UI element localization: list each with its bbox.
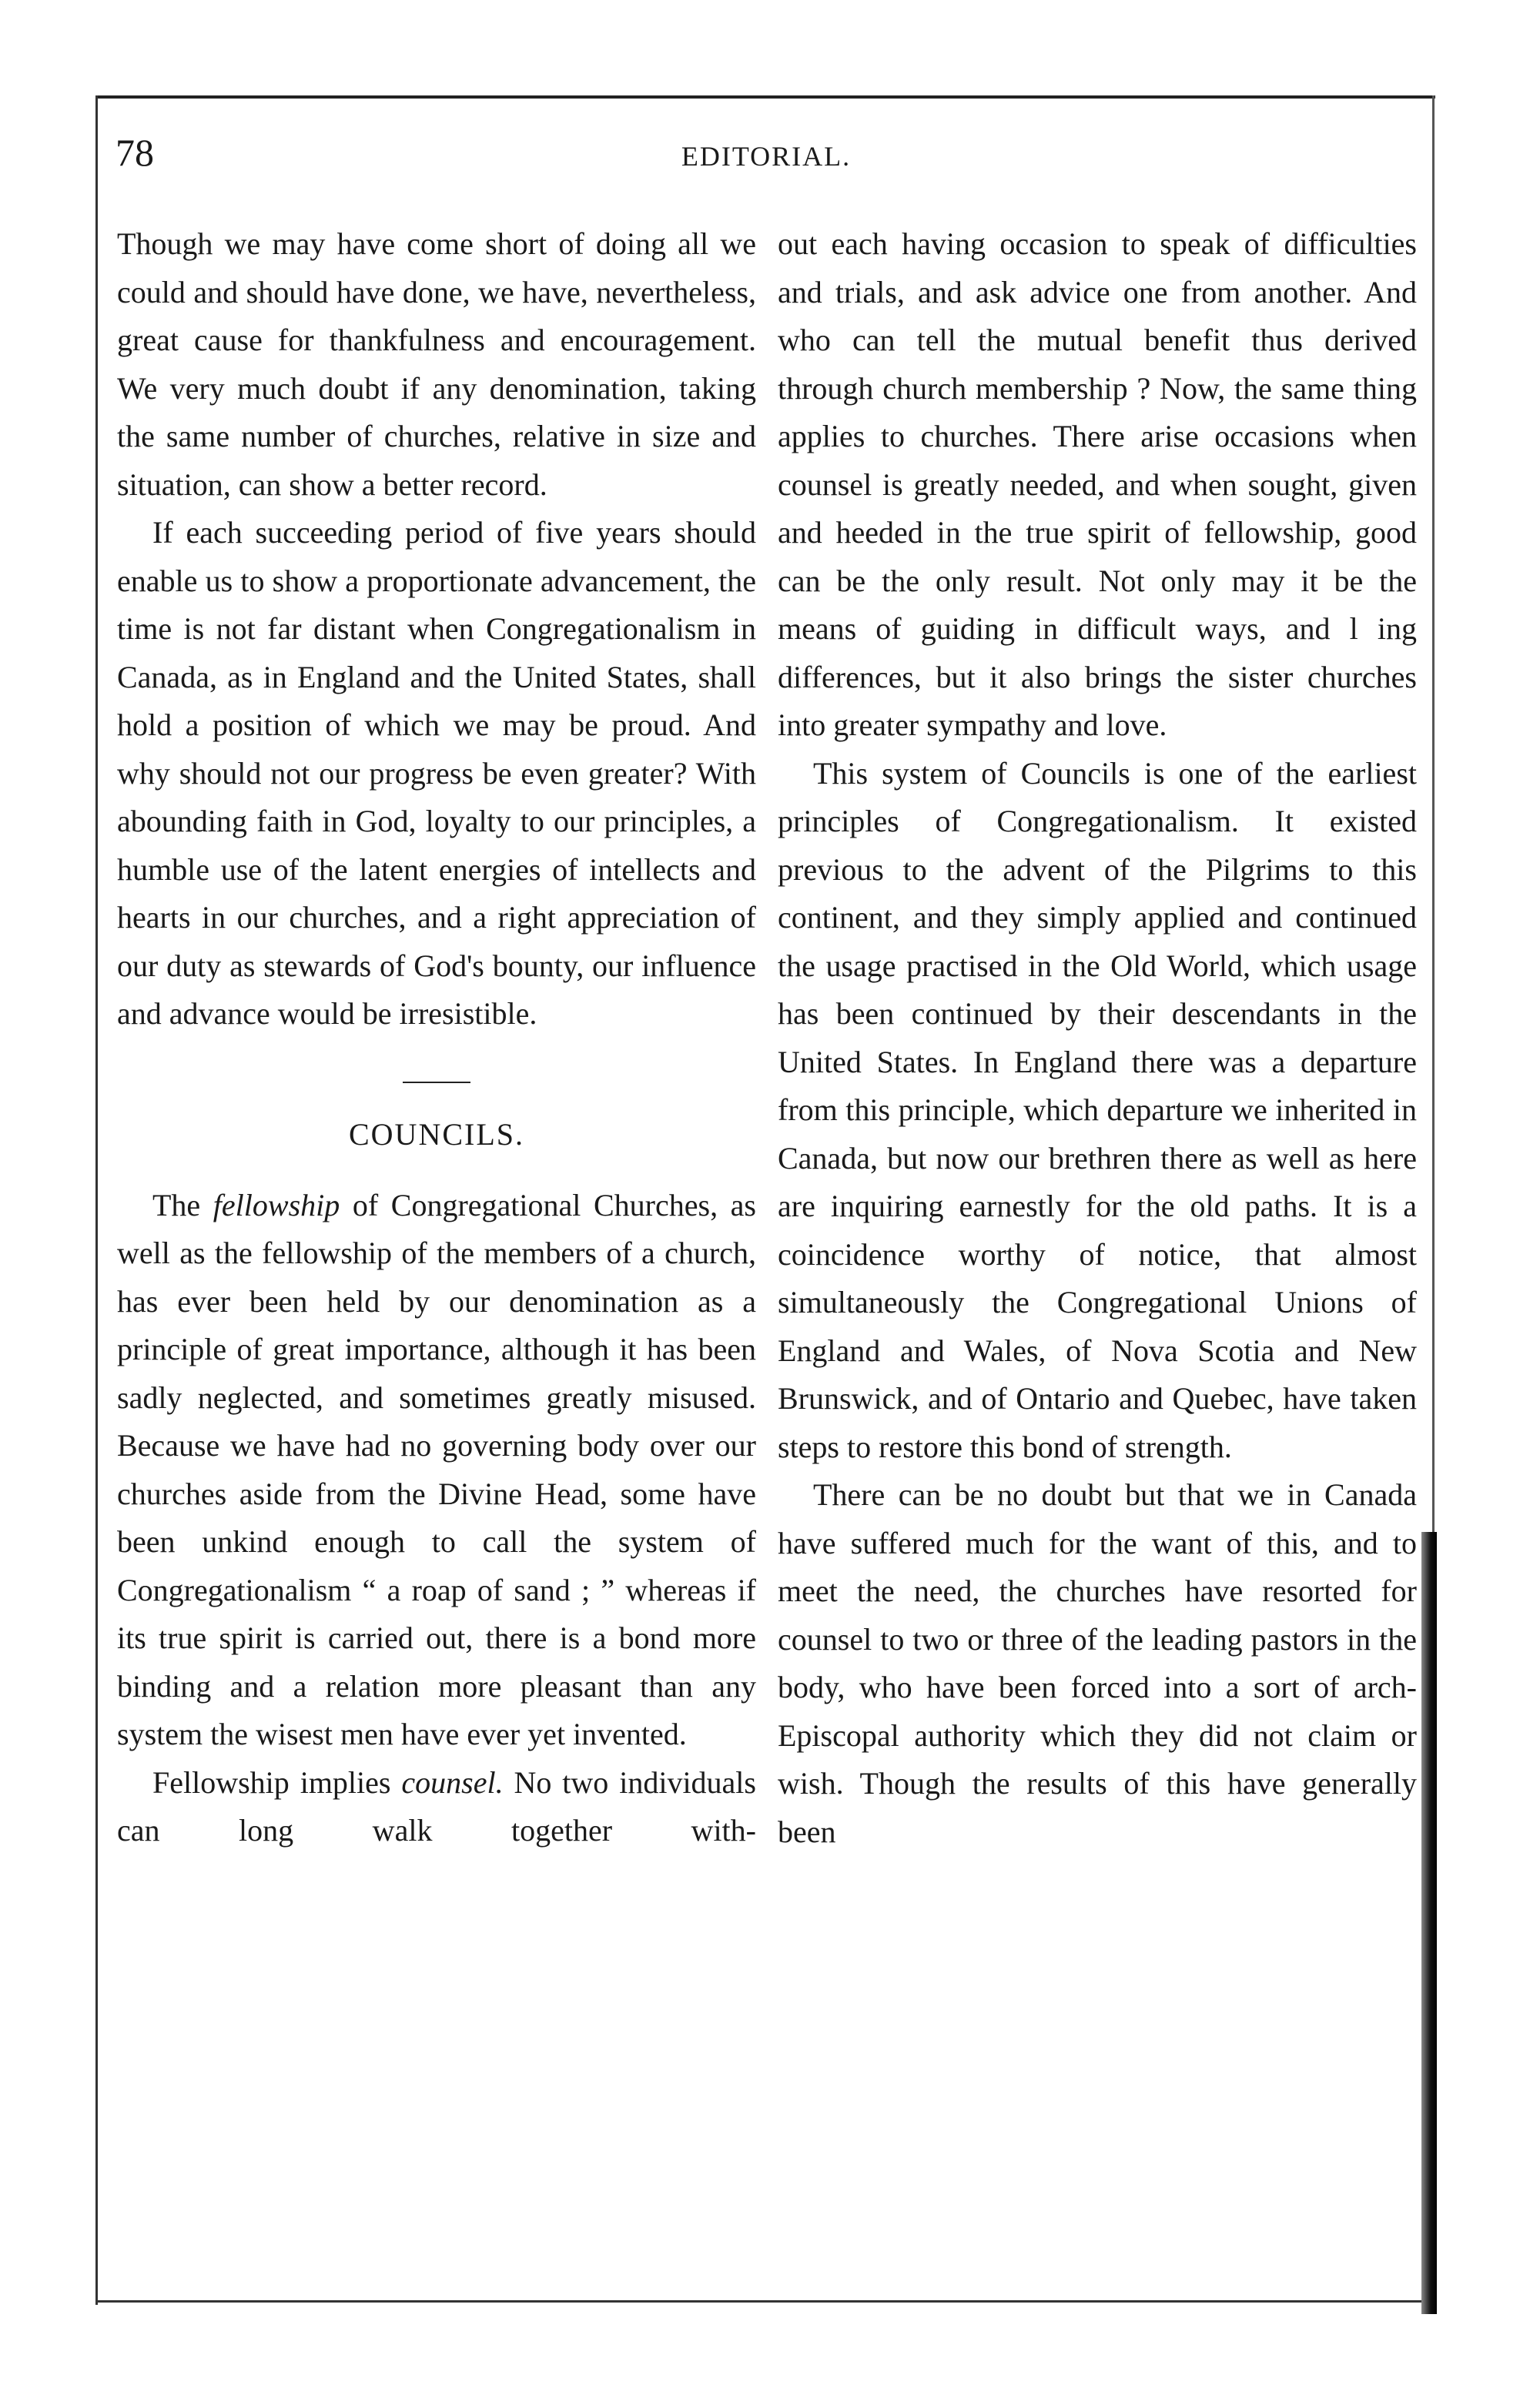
paragraph-canada-need: There can be no doubt but that we in Canada have suffered much for the want of this, and to meet the need, the churches have resorted for counsel to two or three of the leading pastors in the body, who have been forced into a sort of arch-Episcopal authority which they did not claim or wish. Though the results of this have generally been (778, 1477, 1417, 1849)
page-header (116, 129, 1417, 183)
counsel-italic: counsel. (401, 1764, 504, 1800)
counsel-lead: Fellowship implies (152, 1764, 402, 1800)
left-column (117, 220, 756, 1855)
page-number: 78 (116, 131, 154, 174)
paragraph-continuation: out each having occasion to speak of difficulties and trials, and ask advice one from another. And who can tell the mutual benefit thus derived through church membership ? Now, the same thing applies to churches. There arise occasions when counsel is greatly needed, and when sought, given and heeded in the true spirit of fellowship, good can be the only result. Not only may it be the means of guiding in difficult ways, and l ing differences, but it also brings the sister churches into greater sympathy and love. (778, 226, 1417, 742)
paragraph-counsel (117, 1759, 756, 1855)
frame-bottom-rule (95, 2300, 1435, 2303)
paragraph-record: Though we may have come short of doing all we could and should have done, we have, nevertheless, great cause for thankfulness and encouragement. We very much doubt if any denomination, taking the same number of churches, relative in size and situation, can show a better record. (117, 226, 756, 502)
paragraph-councils-system: This system of Councils is one of the earliest principles of Congregationalism. It existed previous to the advent of the Pilgrims to this continent, and they simply applied and continued the usage practised in the Old World, which usage has been continued by their descendants in the United States. In England there was a departure from this principle, which departure we inherited in Canada, but now our brethren there as well as here are inquiring earnestly for the old paths. It is a coincidence worthy of notice, that almost simultaneously the Congregational Unions of England and Wales, of Nova Scotia and New Brunswick, and of Ontario and Quebec, have taken steps to restore this bond of strength. (778, 755, 1417, 1464)
binding-edge-shadow (1421, 1532, 1437, 2314)
frame-left-rule (95, 95, 98, 2305)
paragraph-advancement: If each succeeding period of five years should enable us to show a proportionate advancement, the time is not far distant when Congregationalism in Canada, as in England and the United States, shall hold a position of which we may be proud. And why should not our progress be even greater? With abounding faith in God, loyalty to our principles, a humble use of the latent energies of intellects and hearts in our churches, and a right appreciation of our duty as stewards of God's bounty, our influence and advance would be irresistible. (117, 515, 756, 1031)
paragraph-fellowship (117, 1182, 756, 1759)
frame-top-rule (95, 95, 1435, 99)
running-head: EDITORIAL. (681, 141, 852, 172)
counsel-body: No two individuals can long walk together with- (117, 1764, 756, 1848)
section-divider (403, 1082, 470, 1083)
fellowship-lead: The (152, 1187, 213, 1222)
fellowship-body: of Congregational Churches, as well as the fellowship of the members of a church, has ever been held by our denomination as a principle of great importance, although it has been sadly neglected, and sometimes greatly misused. Because we have had no governing body over our churches aside from the Divine Head, some have been unkind enough to call the system of Congregationalism “ a roap of sand ; ” whereas if its true spirit is carried out, there is a bond more binding and a relation more pleasant than any system the wisest men have ever yet invented. (117, 1187, 756, 1751)
fellowship-italic: fellowship (213, 1187, 340, 1222)
section-title: COUNCILS. (348, 1116, 525, 1152)
right-column (778, 220, 1417, 1856)
